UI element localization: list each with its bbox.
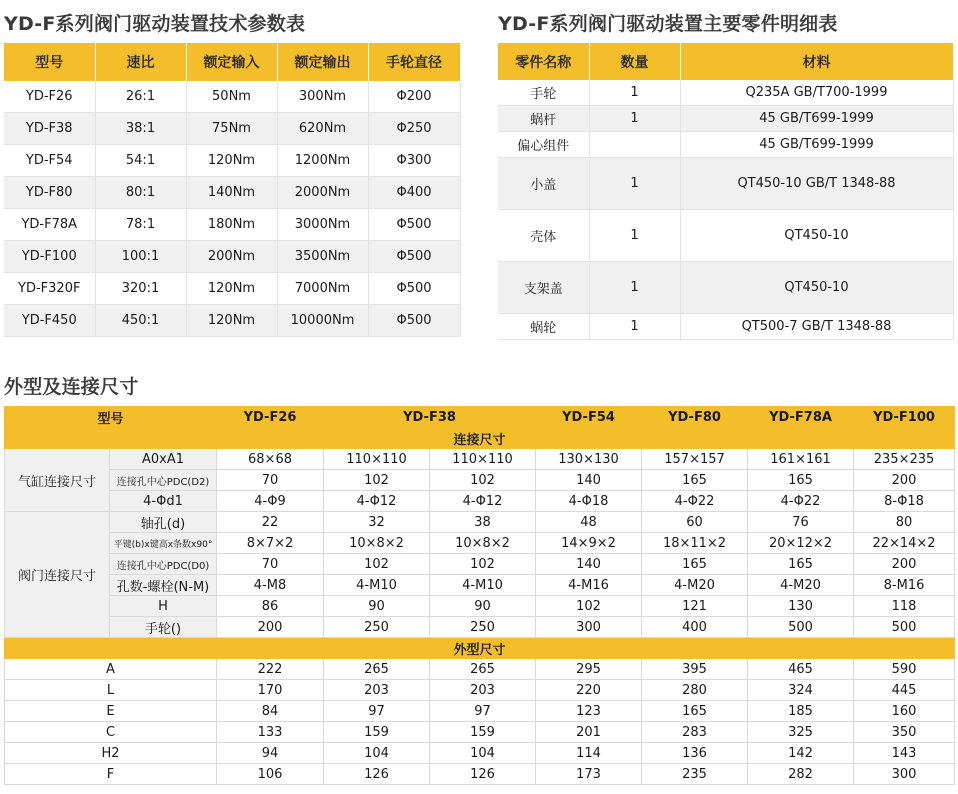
table-cell: Φ500 <box>368 273 460 305</box>
table-cell: 110×110 <box>430 449 536 470</box>
table-cell: 4-M20 <box>748 575 854 596</box>
table-cell: YD-F320F <box>4 273 95 305</box>
model-header-cell: YD-F38 <box>324 407 536 428</box>
row-label: 连接孔中心PDC(D2) <box>110 470 217 491</box>
table-cell: 蜗轮 <box>498 314 589 340</box>
table-cell: 8×7×2 <box>217 533 324 554</box>
table-cell: 200 <box>217 617 324 638</box>
table-row <box>5 722 955 743</box>
table-cell: Φ250 <box>368 113 460 145</box>
section-row <box>5 638 955 659</box>
table-cell: 70 <box>217 554 324 575</box>
table-cell: 170 <box>217 680 324 701</box>
dims-header-row <box>5 407 955 428</box>
table-cell: 250 <box>430 617 536 638</box>
table-cell: 620Nm <box>277 113 368 145</box>
parts-header-cell: 数量 <box>589 43 680 80</box>
table-cell: YD-F80 <box>4 177 95 209</box>
row-label: A <box>5 659 217 680</box>
table-cell: 54:1 <box>95 145 186 177</box>
table-row <box>5 533 955 554</box>
table-cell: 300Nm <box>277 81 368 113</box>
table-cell: 201 <box>536 722 642 743</box>
table-cell: 395 <box>642 659 748 680</box>
table-cell: 160 <box>854 701 955 722</box>
table-row <box>5 470 955 491</box>
table-cell: 282 <box>748 764 854 785</box>
table-cell: YD-F54 <box>4 145 95 177</box>
table-cell: QT450-10 <box>680 210 953 262</box>
table-cell: 126 <box>324 764 430 785</box>
table-cell: 97 <box>324 701 430 722</box>
table-cell: 4-M10 <box>430 575 536 596</box>
table-cell: Φ500 <box>368 209 460 241</box>
table-cell: 80 <box>854 512 955 533</box>
table-cell: 1 <box>589 262 680 314</box>
table-cell: 123 <box>536 701 642 722</box>
table-cell: 136 <box>642 743 748 764</box>
table-row <box>5 449 955 470</box>
table-cell: 26:1 <box>95 81 186 113</box>
table-cell: 283 <box>642 722 748 743</box>
parts-table-header-row <box>498 43 953 80</box>
table-cell: 45 GB/T699-1999 <box>680 106 953 132</box>
table-cell: 14×9×2 <box>536 533 642 554</box>
table-cell: 3000Nm <box>277 209 368 241</box>
table-cell: 165 <box>642 701 748 722</box>
table-cell: 165 <box>748 470 854 491</box>
table-row <box>4 305 460 337</box>
table-row <box>5 659 955 680</box>
table-row <box>498 132 953 158</box>
table-row <box>5 512 955 533</box>
table-cell: 250 <box>324 617 430 638</box>
table-cell: 280 <box>642 680 748 701</box>
table-cell: YD-F100 <box>4 241 95 273</box>
table-cell: 325 <box>748 722 854 743</box>
table-row <box>5 596 955 617</box>
table-cell: 90 <box>430 596 536 617</box>
table-row <box>498 210 953 262</box>
tech-params-table <box>4 43 461 337</box>
table-cell: 200 <box>854 470 955 491</box>
table-cell: 86 <box>217 596 324 617</box>
table-cell: 38:1 <box>95 113 186 145</box>
table-cell: 320:1 <box>95 273 186 305</box>
model-header-cell: YD-F26 <box>217 407 324 428</box>
table-cell: 22 <box>217 512 324 533</box>
table-cell: 支架盖 <box>498 262 589 314</box>
table-row <box>498 80 953 106</box>
table-row <box>498 262 953 314</box>
table-cell: 76 <box>748 512 854 533</box>
table-cell: 壳体 <box>498 210 589 262</box>
table-row <box>498 106 953 132</box>
table-cell: YD-F38 <box>4 113 95 145</box>
table-cell: 1 <box>589 158 680 210</box>
row-label: 轴孔(d) <box>110 512 217 533</box>
table-cell: 10000Nm <box>277 305 368 337</box>
parts-header-cell: 材料 <box>680 43 953 80</box>
row-label: F <box>5 764 217 785</box>
table-cell: 120Nm <box>186 273 277 305</box>
table-cell: 38 <box>430 512 536 533</box>
table-cell: 4-M8 <box>217 575 324 596</box>
table-row <box>5 764 955 785</box>
table-cell: 80:1 <box>95 177 186 209</box>
table-cell: 102 <box>430 470 536 491</box>
table-cell: Q235A GB/T700-1999 <box>680 80 953 106</box>
table-cell: 590 <box>854 659 955 680</box>
table-row <box>498 158 953 210</box>
table-row <box>498 314 953 340</box>
table-cell: 78:1 <box>95 209 186 241</box>
table-cell: Φ400 <box>368 177 460 209</box>
tech-header-cell: 手轮直径 <box>368 43 460 81</box>
table-cell: 295 <box>536 659 642 680</box>
cylinder-group-label: 气缸连接尺寸 <box>5 449 110 512</box>
valve-group-label: 阀门连接尺寸 <box>5 512 110 638</box>
table-cell: 50Nm <box>186 81 277 113</box>
table-cell: 165 <box>642 470 748 491</box>
table-cell: 106 <box>217 764 324 785</box>
table-cell: 1200Nm <box>277 145 368 177</box>
table-cell: 110×110 <box>324 449 430 470</box>
table-cell: 1 <box>589 106 680 132</box>
table-row <box>5 701 955 722</box>
table-row <box>5 680 955 701</box>
table-cell: 84 <box>217 701 324 722</box>
table-cell: Φ500 <box>368 305 460 337</box>
table-cell: 157×157 <box>642 449 748 470</box>
table-cell: 180Nm <box>186 209 277 241</box>
table-row <box>5 491 955 512</box>
table-cell: 120Nm <box>186 145 277 177</box>
tech-header-cell: 额定输出 <box>277 43 368 81</box>
table-cell: 165 <box>642 554 748 575</box>
table-cell: 165 <box>748 554 854 575</box>
tech-header-cell: 额定输入 <box>186 43 277 81</box>
table-cell: 102 <box>324 554 430 575</box>
table-cell: 7000Nm <box>277 273 368 305</box>
table-cell: 185 <box>748 701 854 722</box>
section-label: 连接尺寸 <box>5 428 955 449</box>
table-row <box>5 743 955 764</box>
table-cell: 1 <box>589 314 680 340</box>
table-cell: 100:1 <box>95 241 186 273</box>
table-cell: 324 <box>748 680 854 701</box>
parts-list-table <box>498 43 954 340</box>
table-cell: 265 <box>324 659 430 680</box>
table-cell: 70 <box>217 470 324 491</box>
table-row <box>4 209 460 241</box>
table-cell: 102 <box>536 596 642 617</box>
table-row <box>5 617 955 638</box>
table-cell: 104 <box>430 743 536 764</box>
table-cell: 4-Φ9 <box>217 491 324 512</box>
table-cell: 97 <box>430 701 536 722</box>
table-cell: 235 <box>642 764 748 785</box>
table-cell: 126 <box>430 764 536 785</box>
row-label: 手轮() <box>110 617 217 638</box>
row-label: E <box>5 701 217 722</box>
table-cell: Φ200 <box>368 81 460 113</box>
table-cell: 500 <box>854 617 955 638</box>
table-cell: 121 <box>642 596 748 617</box>
row-label: C <box>5 722 217 743</box>
table-cell: 140 <box>536 470 642 491</box>
table-cell: 159 <box>324 722 430 743</box>
table-cell: 120Nm <box>186 305 277 337</box>
table-cell: 142 <box>748 743 854 764</box>
table-cell: 18×11×2 <box>642 533 748 554</box>
table-cell: 4-Φ22 <box>642 491 748 512</box>
table-cell: 300 <box>854 764 955 785</box>
table-cell: 222 <box>217 659 324 680</box>
table-cell: 小盖 <box>498 158 589 210</box>
table-cell: QT450-10 GB/T 1348-88 <box>680 158 953 210</box>
table-cell: 20×12×2 <box>748 533 854 554</box>
row-label: H2 <box>5 743 217 764</box>
table-row <box>4 241 460 273</box>
table-cell: 10×8×2 <box>430 533 536 554</box>
table-cell: 140 <box>536 554 642 575</box>
dims-header-label: 型号 <box>5 407 217 428</box>
table-cell: 220 <box>536 680 642 701</box>
table-cell: 161×161 <box>748 449 854 470</box>
table-cell: 235×235 <box>854 449 955 470</box>
table-cell: 60 <box>642 512 748 533</box>
table-cell: 350 <box>854 722 955 743</box>
table-cell: 4-M20 <box>642 575 748 596</box>
table-cell: 1 <box>589 80 680 106</box>
table-cell: 104 <box>324 743 430 764</box>
model-header-cell: YD-F78A <box>748 407 854 428</box>
dims-table-title: 外型及连接尺寸 <box>4 376 139 398</box>
row-label: 孔数-螺栓(N-M) <box>110 575 217 596</box>
table-cell: 4-M16 <box>536 575 642 596</box>
table-cell: 102 <box>430 554 536 575</box>
table-cell: YD-F78A <box>4 209 95 241</box>
table-cell: 2000Nm <box>277 177 368 209</box>
row-label: L <box>5 680 217 701</box>
table-cell: 450:1 <box>95 305 186 337</box>
table-cell: 130×130 <box>536 449 642 470</box>
dimensions-table <box>4 406 955 785</box>
table-row <box>5 575 955 596</box>
table-cell: 300 <box>536 617 642 638</box>
table-row <box>4 177 460 209</box>
section-label: 外型尺寸 <box>5 638 955 659</box>
table-cell <box>589 132 680 158</box>
tech-header-cell: 速比 <box>95 43 186 81</box>
parts-header-cell: 零件名称 <box>498 43 589 80</box>
model-header-cell: YD-F100 <box>854 407 955 428</box>
table-row <box>4 113 460 145</box>
table-cell: 68×68 <box>217 449 324 470</box>
table-cell: 75Nm <box>186 113 277 145</box>
section-row <box>5 428 955 449</box>
table-cell: 465 <box>748 659 854 680</box>
table-cell: 偏心组件 <box>498 132 589 158</box>
table-row <box>5 554 955 575</box>
table-cell: 265 <box>430 659 536 680</box>
table-cell: 4-Φ18 <box>536 491 642 512</box>
table-cell: 手轮 <box>498 80 589 106</box>
table-cell: 45 GB/T699-1999 <box>680 132 953 158</box>
row-label: 平键(b)x键高x条数x90° <box>110 533 217 554</box>
table-cell: 4-Φ22 <box>748 491 854 512</box>
table-cell: 32 <box>324 512 430 533</box>
row-label: 4-Φd1 <box>110 491 217 512</box>
tech-table-header-row <box>4 43 460 81</box>
table-row <box>4 273 460 305</box>
table-cell: 118 <box>854 596 955 617</box>
table-cell: 8-M16 <box>854 575 955 596</box>
table-cell: 10×8×2 <box>324 533 430 554</box>
table-cell: 8-Φ18 <box>854 491 955 512</box>
table-cell: 94 <box>217 743 324 764</box>
table-cell: 140Nm <box>186 177 277 209</box>
table-cell: YD-F450 <box>4 305 95 337</box>
table-cell: 22×14×2 <box>854 533 955 554</box>
table-row <box>4 145 460 177</box>
table-cell: 90 <box>324 596 430 617</box>
table-row <box>4 81 460 113</box>
table-cell: QT450-10 <box>680 262 953 314</box>
table-cell: Φ300 <box>368 145 460 177</box>
table-cell: 4-Φ12 <box>430 491 536 512</box>
table-cell: 3500Nm <box>277 241 368 273</box>
table-cell: 500 <box>748 617 854 638</box>
table-cell: 102 <box>324 470 430 491</box>
table-cell: 蜗杆 <box>498 106 589 132</box>
row-label: A0xA1 <box>110 449 217 470</box>
table-cell: QT500-7 GB/T 1348-88 <box>680 314 953 340</box>
tech-table-title: YD-F系列阀门驱动装置技术参数表 <box>4 13 306 35</box>
table-cell: 133 <box>217 722 324 743</box>
parts-table-title: YD-F系列阀门驱动装置主要零件明细表 <box>498 13 838 35</box>
table-cell: 400 <box>642 617 748 638</box>
table-cell: 159 <box>430 722 536 743</box>
model-header-cell: YD-F54 <box>536 407 642 428</box>
row-label: 连接孔中心PDC(D0) <box>110 554 217 575</box>
table-cell: 48 <box>536 512 642 533</box>
table-cell: 173 <box>536 764 642 785</box>
table-cell: 4-M10 <box>324 575 430 596</box>
table-cell: 445 <box>854 680 955 701</box>
table-cell: 203 <box>324 680 430 701</box>
row-label: H <box>110 596 217 617</box>
tech-header-cell: 型号 <box>4 43 95 81</box>
table-cell: 114 <box>536 743 642 764</box>
table-cell: 4-Φ12 <box>324 491 430 512</box>
table-cell: 203 <box>430 680 536 701</box>
table-cell: YD-F26 <box>4 81 95 113</box>
table-cell: 130 <box>748 596 854 617</box>
table-cell: 200Nm <box>186 241 277 273</box>
table-cell: 1 <box>589 210 680 262</box>
model-header-cell: YD-F80 <box>642 407 748 428</box>
table-cell: 143 <box>854 743 955 764</box>
table-cell: Φ500 <box>368 241 460 273</box>
table-cell: 200 <box>854 554 955 575</box>
